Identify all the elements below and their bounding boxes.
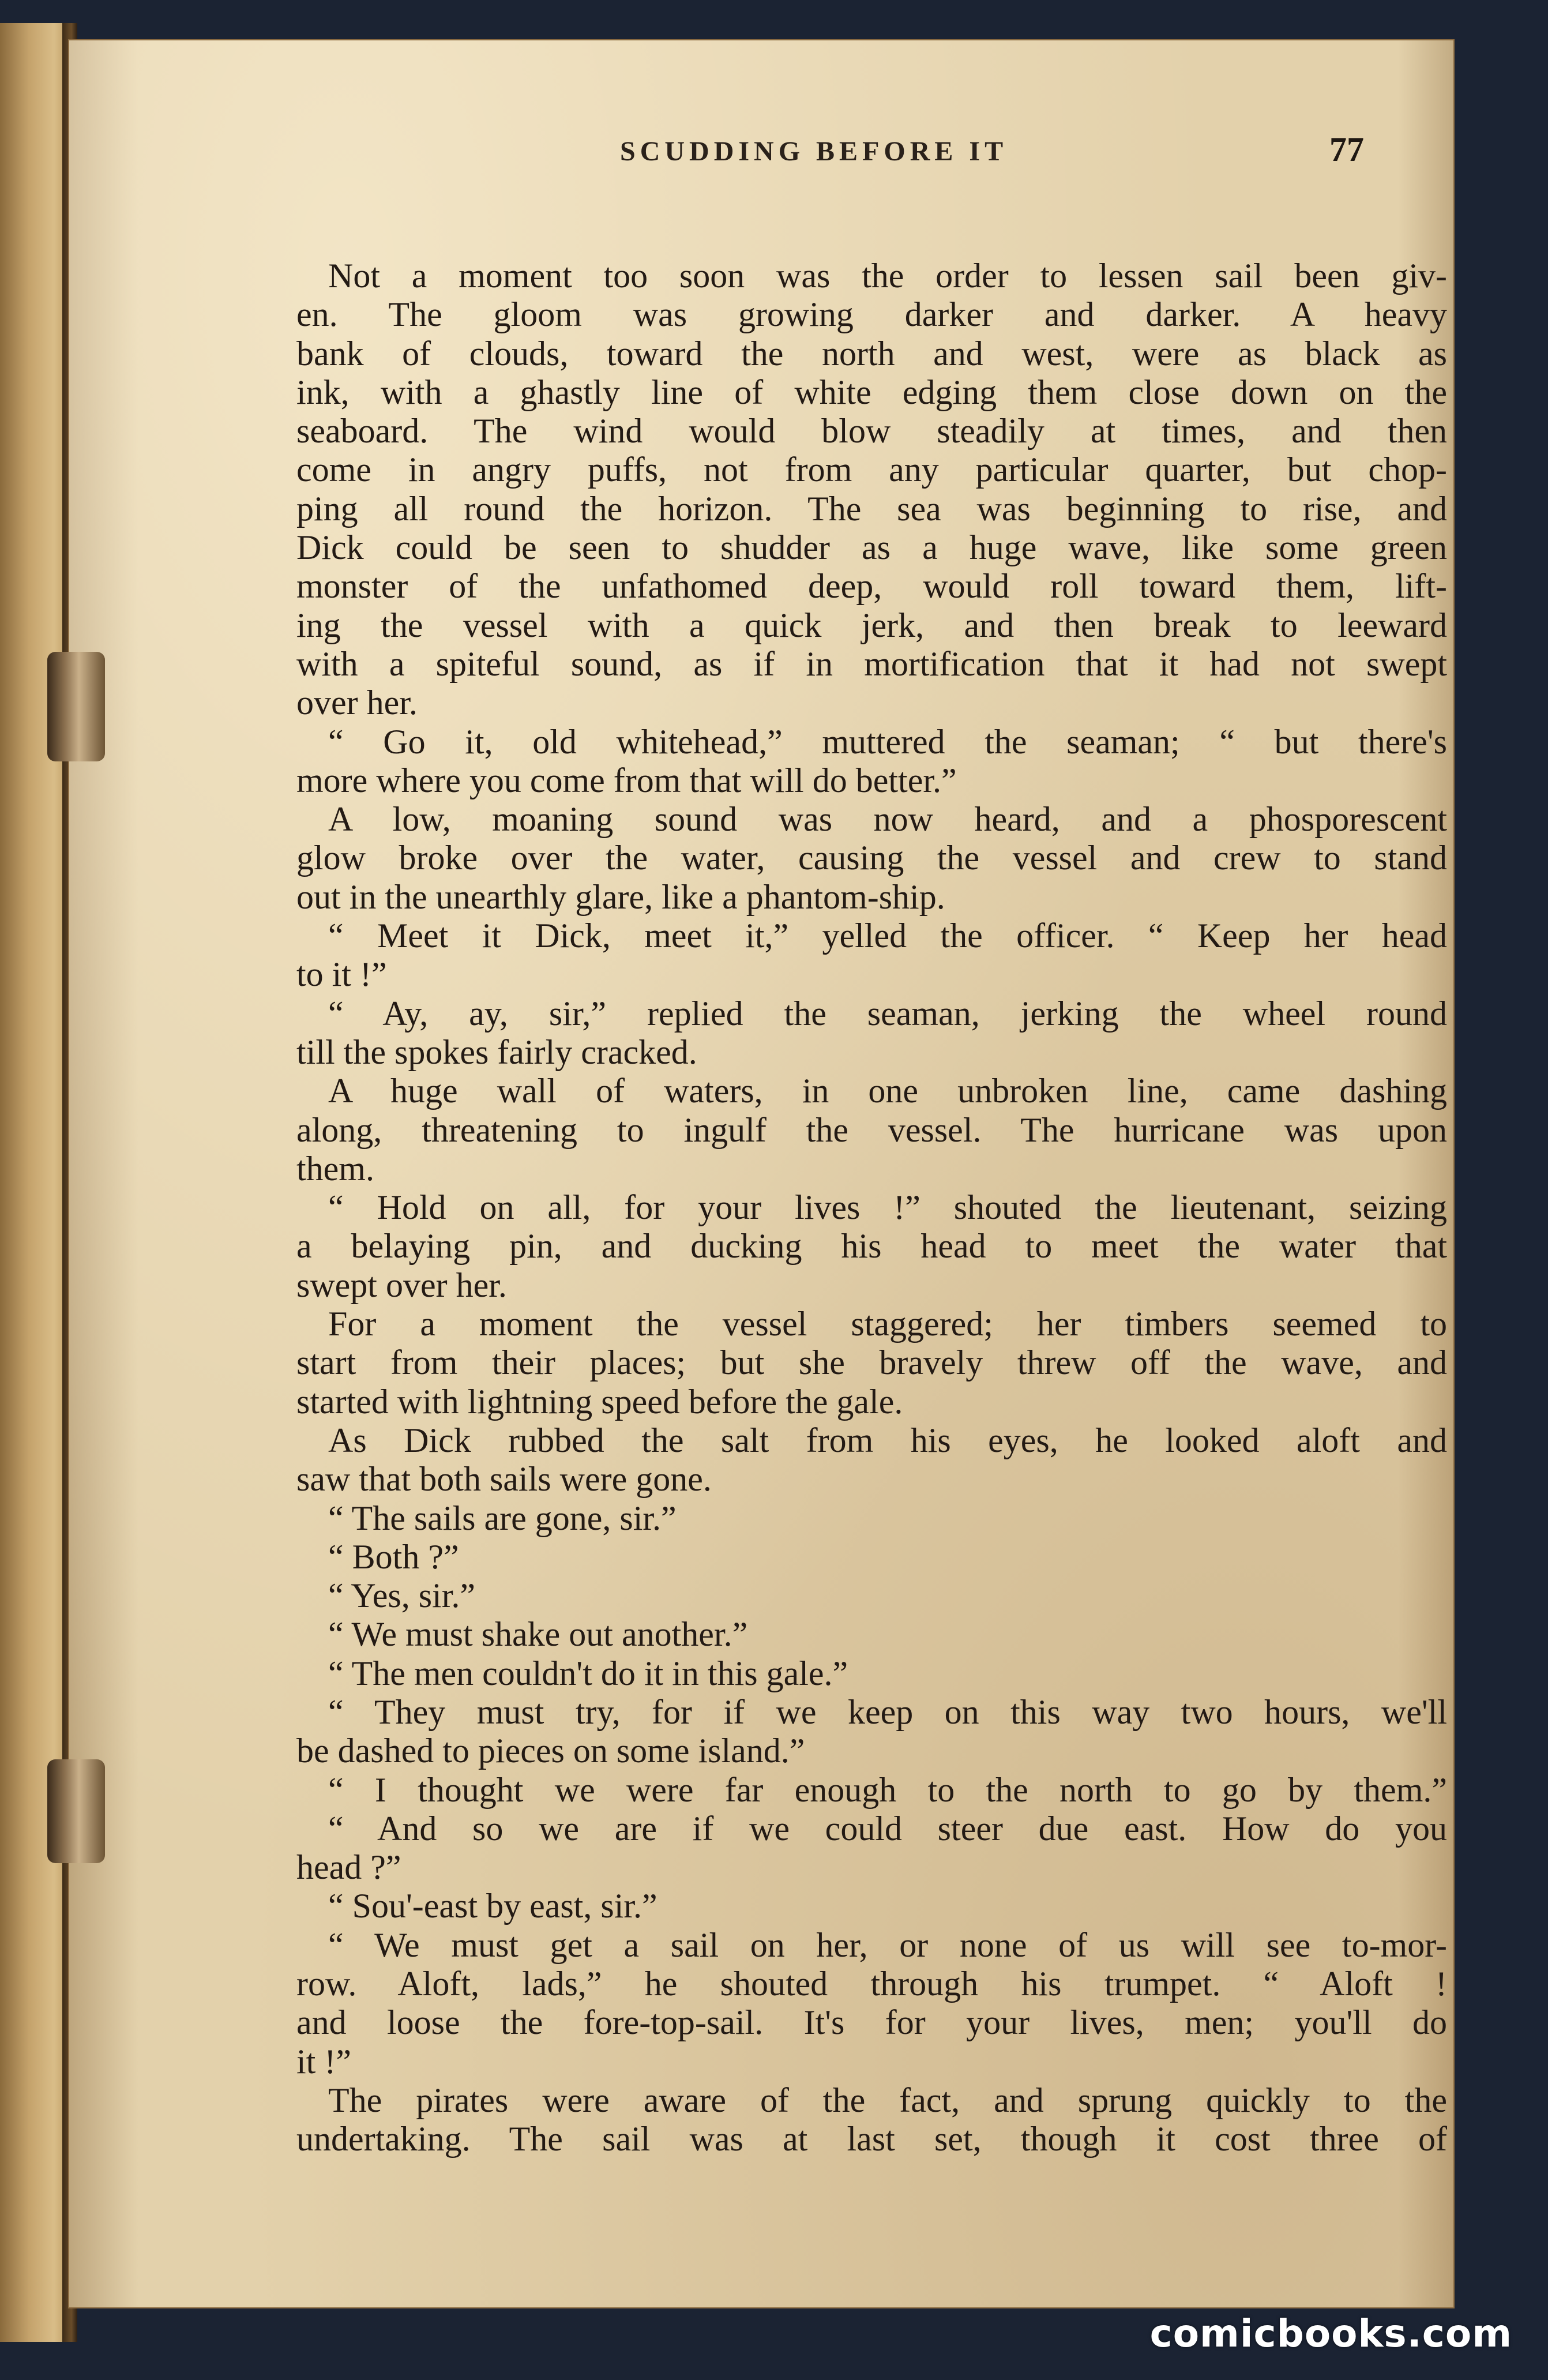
text-line: a belaying pin, and ducking his head to meet the water that xyxy=(296,1227,1447,1266)
page-number: 77 xyxy=(1329,130,1364,168)
text-line: glow broke over the water, causing the vessel and crew to stand xyxy=(296,839,1447,877)
text-line: A huge wall of waters, in one unbroken line, came dashing xyxy=(328,1072,1447,1110)
text-line: come in angry puffs, not from any particular quarter, but chop- xyxy=(296,451,1447,489)
text-line: out in the unearthly glare, like a phantom-ship. xyxy=(296,877,945,916)
text-line: them. xyxy=(296,1149,374,1188)
text-line: en. The gloom was growing darker and darker. A heavy xyxy=(296,295,1447,334)
text-line: to it !” xyxy=(296,955,387,994)
text-line: ping all round the horizon. The sea was beginning to rise, and xyxy=(296,489,1447,528)
binding-tape-upper xyxy=(47,652,105,761)
watermark: comicbooks.com xyxy=(1149,2311,1512,2356)
text-line: “ We must shake out another.” xyxy=(328,1615,748,1654)
text-line: along, threatening to ingulf the vessel. The hurricane was upon xyxy=(296,1110,1447,1149)
text-line: monster of the unfathomed deep, would roll toward them, lift- xyxy=(296,567,1447,606)
text-line: “ Both ?” xyxy=(328,1537,459,1576)
text-line: started with lightning speed before the gale. xyxy=(296,1382,903,1421)
text-line: “ The men couldn't do it in this gale.” xyxy=(328,1654,848,1692)
text-line: “ We must get a sail on her, or none of us will see to-mor- xyxy=(328,1925,1447,1964)
text-line: head ?” xyxy=(296,1848,401,1887)
text-line: Not a moment too soon was the order to lessen sail been giv- xyxy=(328,257,1447,295)
text-line: “ They must try, for if we keep on this way two hours, we'll xyxy=(328,1692,1447,1731)
text-line: seaboard. The wind would blow steadily at times, and then xyxy=(296,412,1447,451)
text-line: “ Ay, ay, sir,” replied the seaman, jerking the wheel round xyxy=(328,994,1447,1033)
text-line: row. Aloft, lads,” he shouted through his trumpet. “ Aloft ! xyxy=(296,1965,1447,2003)
text-line: more where you come from that will do better.” xyxy=(296,761,957,799)
text-line: A low, moaning sound was now heard, and a phosporescent xyxy=(328,800,1447,839)
text-line: bank of clouds, toward the north and west, were as black as xyxy=(296,334,1447,373)
text-line: start from their places; but she bravely threw off the wave, and xyxy=(296,1343,1447,1382)
binding-tape-lower xyxy=(47,1759,105,1863)
text-line: undertaking. The sail was at last set, though it cost three of xyxy=(296,2120,1447,2158)
text-line: with a spiteful sound, as if in mortification that it had not swept xyxy=(296,644,1447,683)
text-line: till the spokes fairly cracked. xyxy=(296,1033,697,1071)
text-line: be dashed to pieces on some island.” xyxy=(296,1732,805,1770)
text-line: “ Meet it Dick, meet it,” yelled the officer. “ Keep her head xyxy=(328,917,1447,955)
running-head-title: SCUDDING BEFORE IT xyxy=(620,136,1008,167)
text-line: saw that both sails were gone. xyxy=(296,1460,712,1499)
text-line: “ And so we are if we could steer due east. How do you xyxy=(328,1809,1447,1848)
text-line: swept over her. xyxy=(296,1266,507,1304)
text-line: Dick could be seen to shudder as a huge wave, like some green xyxy=(296,528,1447,567)
text-line: ing the vessel with a quick jerk, and then break to leeward xyxy=(296,606,1447,644)
text-line: The pirates were aware of the fact, and sprung quickly to the xyxy=(328,2081,1447,2119)
text-line: “ Sou'-east by east, sir.” xyxy=(328,1887,657,1925)
text-line: and loose the fore-top-sail. It's for your lives, men; you'll do xyxy=(296,2003,1447,2042)
book-page xyxy=(69,40,1453,2307)
text-line: “ Hold on all, for your lives !” shouted the lieutenant, seizing xyxy=(328,1188,1447,1227)
text-line: “ Go it, old whitehead,” muttered the seaman; “ but there's xyxy=(328,722,1447,761)
text-line: ink, with a ghastly line of white edging them close down on the xyxy=(296,373,1447,411)
body-text xyxy=(296,257,1447,2159)
text-line: As Dick rubbed the salt from his eyes, he looked aloft and xyxy=(328,1421,1447,1459)
running-head xyxy=(69,130,1453,182)
text-line: it !” xyxy=(296,2042,351,2081)
text-line: “ I thought we were far enough to the north to go by them.” xyxy=(328,1770,1447,1809)
text-line: For a moment the vessel staggered; her timbers seemed to xyxy=(328,1305,1447,1343)
text-line: over her. xyxy=(296,684,418,722)
text-line: “ Yes, sir.” xyxy=(328,1576,476,1615)
text-line: “ The sails are gone, sir.” xyxy=(328,1499,677,1537)
